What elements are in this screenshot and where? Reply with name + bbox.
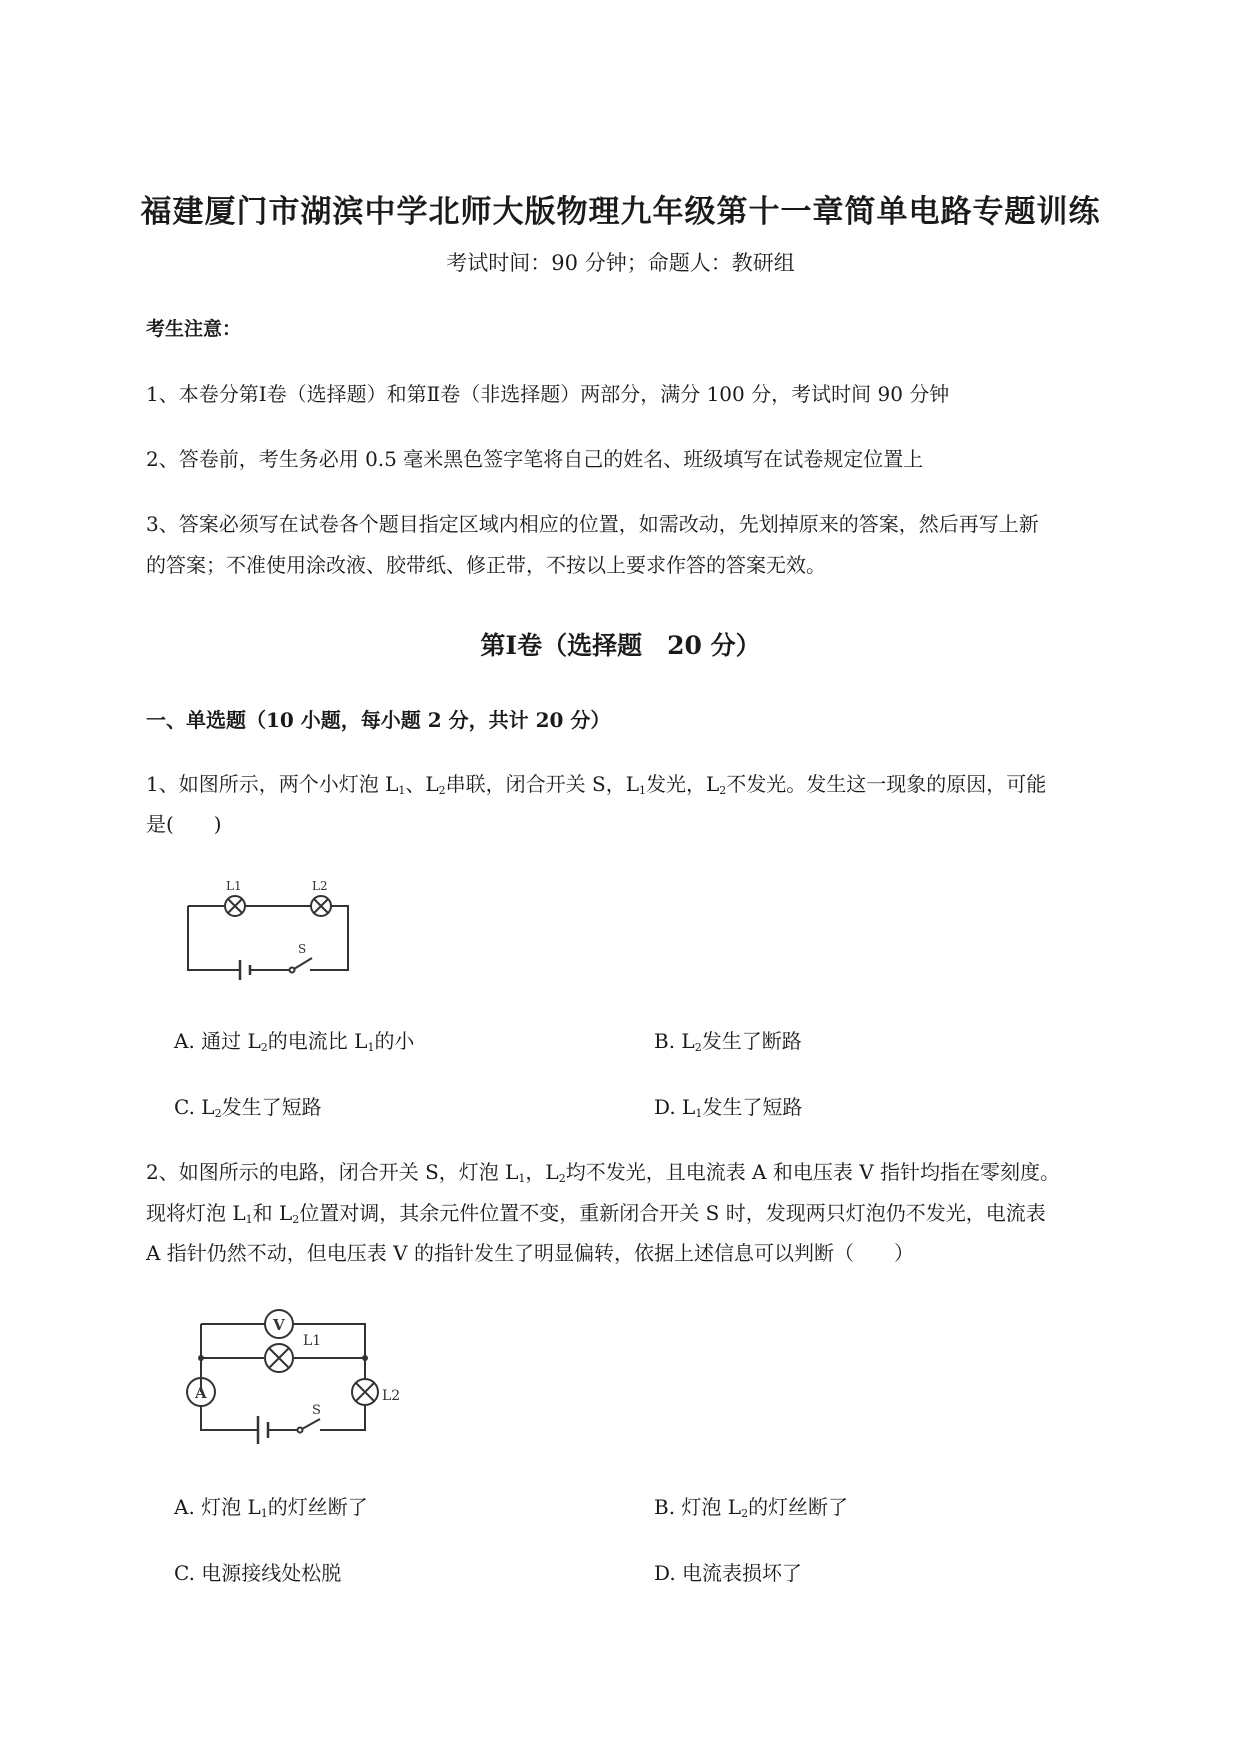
- q1-option-a[interactable]: A. 通过 $L_2$的电流比 $L_1$的小: [174, 1029, 415, 1054]
- notice-item-2: 2、答卷前，考生务必用 0.5 毫米黑色签字笔将自己的姓名、班级填写在试卷规定位置上: [146, 447, 924, 471]
- part-heading: 一、单选题（10 小题，每小题 2 分，共计 20 分）: [146, 708, 611, 732]
- q1-label-l2: L2: [312, 879, 328, 893]
- q1-label-l1: L1: [226, 879, 242, 893]
- q2-label-l1: L1: [303, 1333, 322, 1349]
- q2-option-a[interactable]: A. 灯泡 $L_1$的灯丝断了: [174, 1495, 368, 1520]
- q1-option-b[interactable]: B. $L_2$发生了断路: [654, 1029, 802, 1054]
- q2-stem-line-1: 2、如图所示的电路，闭合开关 S，灯泡 $L_1$，$L_2$均不发光，且电流表 A 和电压表 V 指针均指在零刻度。: [146, 1160, 1061, 1185]
- q2-label-l2: L2: [382, 1388, 401, 1404]
- q1-option-d[interactable]: D. $L_1$发生了短路: [654, 1095, 803, 1120]
- q1-stem-line-2: 是( ): [146, 812, 222, 836]
- q1-circuit-diagram: [180, 870, 360, 985]
- q2-circuit-diagram: [178, 1300, 418, 1450]
- q1-label-s: S: [298, 942, 307, 956]
- page-title: 福建厦门市湖滨中学北师大版物理九年级第十一章简单电路专题训练: [140, 194, 1101, 230]
- q2-label-s: S: [312, 1403, 321, 1418]
- notice-heading: 考生注意：: [146, 318, 242, 340]
- q2-label-a: A: [195, 1384, 207, 1402]
- q1-stem-line-1: 1、如图所示，两个小灯泡 $L_1$、$L_2$串联，闭合开关 S，$L_1$发光，$L_2$不发光。发生这一现象的原因，可能: [146, 772, 1047, 797]
- q2-stem-line-2: 现将灯泡 $L_1$和 $L_2$位置对调，其余元件位置不变，重新闭合开关 S 时，发现两只灯泡仍不发光，电流表: [146, 1201, 1046, 1226]
- q2-label-v: V: [273, 1316, 285, 1334]
- notice-item-3-cont: 的答案；不准使用涂改液、胶带纸、修正带，不按以上要求作答的答案无效。: [146, 553, 826, 577]
- q1-option-c[interactable]: C. $L_2$发生了短路: [174, 1095, 322, 1120]
- section-title: 第Ⅰ卷（选择题 20 分）: [480, 631, 761, 660]
- q2-option-c[interactable]: C. 电源接线处松脱: [174, 1561, 342, 1585]
- q2-option-d[interactable]: D. 电流表损坏了: [654, 1561, 803, 1585]
- notice-item-1: 1、本卷分第Ⅰ卷（选择题）和第Ⅱ卷（非选择题）两部分，满分 100 分，考试时间 90 分钟: [146, 382, 950, 406]
- notice-item-3: 3、答案必须写在试卷各个题目指定区域内相应的位置，如需改动，先划掉原来的答案，然后再写上新: [146, 512, 1039, 536]
- exam-info: 考试时间：90 分钟；命题人：教研组: [446, 251, 795, 275]
- q2-option-b[interactable]: B. 灯泡 $L_2$的灯丝断了: [654, 1495, 849, 1520]
- q2-stem-line-3: A 指针仍然不动，但电压表 V 的指针发生了明显偏转，依据上述信息可以判断（ ）: [146, 1241, 914, 1265]
